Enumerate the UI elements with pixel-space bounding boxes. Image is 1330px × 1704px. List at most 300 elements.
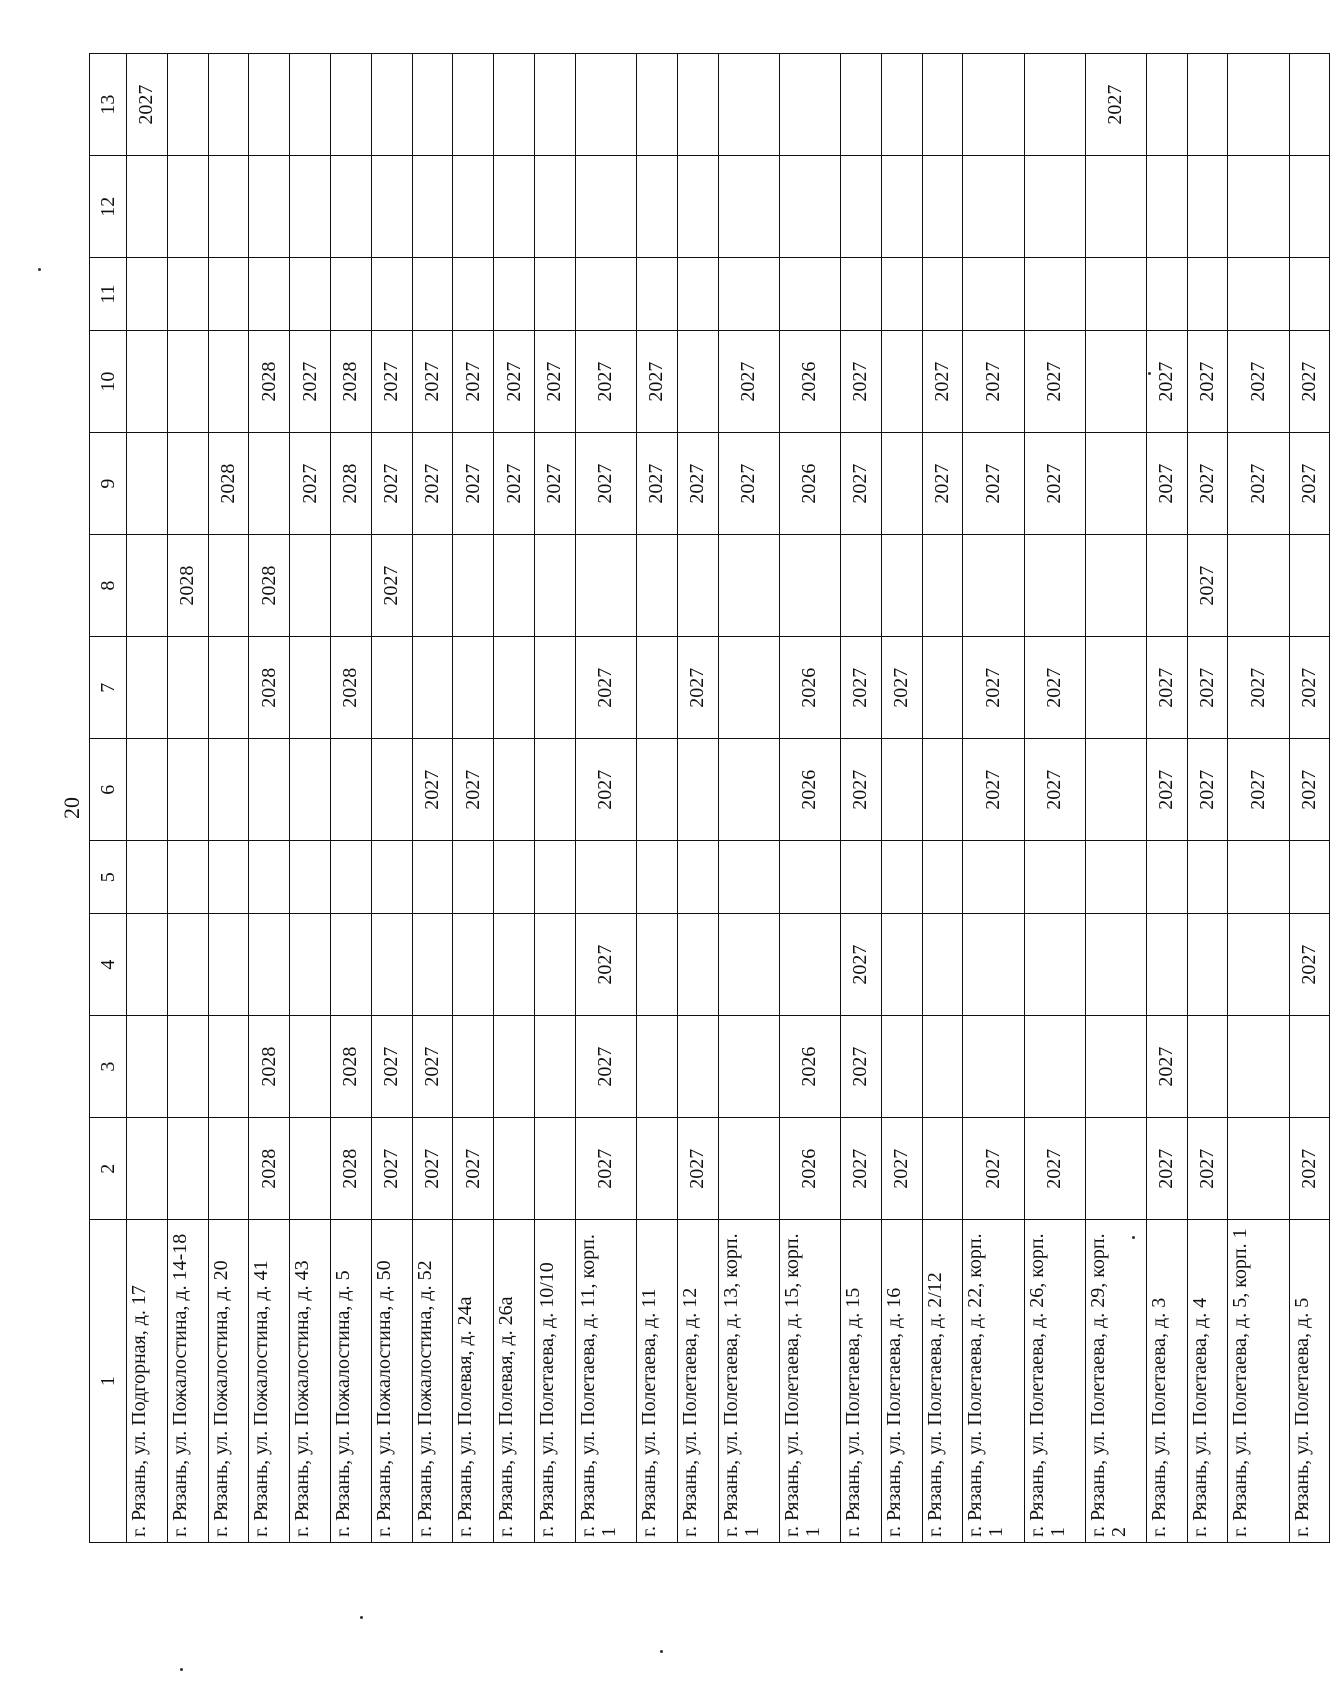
year-cell [922, 637, 963, 739]
year-cell [677, 1016, 718, 1118]
year-cell [1228, 156, 1289, 258]
year-cell [290, 156, 331, 258]
year-cell: 2028 [249, 1118, 290, 1220]
year-cell [249, 258, 290, 331]
year-cell [453, 1016, 494, 1118]
year-cell [779, 841, 840, 914]
year-cell [412, 535, 453, 637]
scan-speck [1148, 372, 1151, 375]
table-row [1228, 54, 1289, 1543]
column-header: 5 [90, 841, 127, 914]
year-cell [881, 914, 922, 1016]
year-cell [127, 258, 168, 331]
year-cell [1289, 156, 1330, 258]
year-cell [922, 535, 963, 637]
year-cell [840, 54, 881, 156]
year-cell: 2027 [494, 331, 535, 433]
year-cell [1085, 433, 1146, 535]
year-cell [453, 637, 494, 739]
year-cell [677, 258, 718, 331]
year-cell [1289, 1016, 1330, 1118]
year-cell [208, 54, 249, 156]
year-cell [718, 54, 779, 156]
year-cell: 2027 [1146, 637, 1187, 739]
year-cell [575, 54, 636, 156]
year-cell [249, 739, 290, 841]
address-cell: г. Рязань, ул. Полетаева, д. 13, корп. 1 [718, 1220, 779, 1543]
year-cell [208, 1016, 249, 1118]
year-cell [677, 535, 718, 637]
year-cell [922, 914, 963, 1016]
year-cell [963, 258, 1024, 331]
rotated-table-wrapper [89, 53, 1321, 1543]
year-cell [453, 258, 494, 331]
year-cell: 2027 [1228, 331, 1289, 433]
year-cell [330, 156, 371, 258]
year-cell [636, 637, 677, 739]
year-cell: 2027 [412, 331, 453, 433]
table-row [779, 54, 840, 1543]
year-cell [371, 914, 412, 1016]
year-cell [534, 258, 575, 331]
year-cell [1187, 841, 1228, 914]
year-cell [1146, 535, 1187, 637]
year-cell [1024, 156, 1085, 258]
year-cell [290, 1118, 331, 1220]
address-cell: г. Рязань, ул. Полетаева, д. 16 [881, 1220, 922, 1543]
year-cell: 2027 [412, 433, 453, 535]
year-cell [636, 258, 677, 331]
year-cell: 2027 [840, 1118, 881, 1220]
year-cell [1085, 1016, 1146, 1118]
year-cell: 2027 [1146, 1118, 1187, 1220]
column-header: 10 [90, 331, 127, 433]
address-cell: г. Рязань, ул. Полевая, д. 26а [494, 1220, 535, 1543]
year-cell [208, 331, 249, 433]
year-cell [290, 258, 331, 331]
year-cell [371, 258, 412, 331]
column-header: 4 [90, 914, 127, 1016]
year-cell: 2026 [779, 637, 840, 739]
year-cell [1146, 54, 1187, 156]
year-cell: 2027 [1289, 433, 1330, 535]
year-cell: 2026 [779, 1016, 840, 1118]
table-row [249, 54, 290, 1543]
year-cell [677, 331, 718, 433]
year-cell [534, 1016, 575, 1118]
table-body [127, 54, 1330, 1543]
year-cell: 2027 [371, 331, 412, 433]
year-cell [1228, 1118, 1289, 1220]
year-cell: 2027 [677, 1118, 718, 1220]
year-cell [208, 535, 249, 637]
table-row [127, 54, 168, 1543]
address-cell: г. Рязань, ул. Полетаева, д. 11 [636, 1220, 677, 1543]
table-row [840, 54, 881, 1543]
year-cell [208, 637, 249, 739]
year-cell [208, 739, 249, 841]
year-cell: 2027 [840, 331, 881, 433]
year-cell [534, 739, 575, 841]
year-cell [1228, 535, 1289, 637]
year-cell [677, 156, 718, 258]
year-cell [290, 841, 331, 914]
year-cell [881, 54, 922, 156]
table-row [718, 54, 779, 1543]
year-cell [167, 54, 208, 156]
year-cell: 2027 [1024, 433, 1085, 535]
year-cell [534, 156, 575, 258]
year-cell [208, 1118, 249, 1220]
table-row [453, 54, 494, 1543]
year-cell [1085, 914, 1146, 1016]
scan-speck [360, 1616, 363, 1619]
year-cell: 2027 [1187, 739, 1228, 841]
year-cell [677, 739, 718, 841]
year-cell [494, 258, 535, 331]
year-cell [1146, 914, 1187, 1016]
address-cell: г. Рязань, ул. Полетаева, д. 15 [840, 1220, 881, 1543]
address-cell: г. Рязань, ул. Пожалостина, д. 14-18 [167, 1220, 208, 1543]
page-number: 20 [59, 797, 84, 819]
year-cell: 2027 [575, 331, 636, 433]
year-cell [922, 1016, 963, 1118]
year-cell [779, 914, 840, 1016]
year-cell [636, 1016, 677, 1118]
year-cell [453, 54, 494, 156]
scan-speck [180, 1668, 183, 1671]
year-cell [922, 54, 963, 156]
table-row [208, 54, 249, 1543]
year-cell: 2028 [249, 331, 290, 433]
year-cell [881, 739, 922, 841]
year-cell [1024, 841, 1085, 914]
year-cell [779, 258, 840, 331]
year-cell [412, 914, 453, 1016]
year-cell: 2027 [1289, 637, 1330, 739]
year-cell: 2027 [1228, 433, 1289, 535]
year-cell [453, 841, 494, 914]
year-cell: 2027 [840, 739, 881, 841]
address-cell: г. Рязань, ул. Пожалостина, д. 43 [290, 1220, 331, 1543]
year-cell [127, 535, 168, 637]
address-cell: г. Рязань, ул. Полетаева, д. 10/10 [534, 1220, 575, 1543]
year-cell: 2027 [718, 331, 779, 433]
year-cell [881, 535, 922, 637]
year-cell [167, 258, 208, 331]
year-cell: 2028 [249, 535, 290, 637]
scan-speck [1132, 1236, 1135, 1239]
year-cell [167, 637, 208, 739]
year-cell [1085, 156, 1146, 258]
year-cell [1228, 54, 1289, 156]
year-cell: 2027 [575, 1118, 636, 1220]
address-cell: г. Рязань, ул. Полетаева, д. 3 [1146, 1220, 1187, 1543]
year-cell: 2028 [330, 433, 371, 535]
address-cell: г. Рязань, ул. Полетаева, д. 12 [677, 1220, 718, 1543]
address-cell: г. Рязань, ул. Полетаева, д. 15, корп. 1 [779, 1220, 840, 1543]
year-cell: 2027 [453, 1118, 494, 1220]
year-cell: 2028 [330, 1016, 371, 1118]
year-cell: 2027 [1187, 637, 1228, 739]
year-cell: 2027 [575, 739, 636, 841]
year-cell [881, 156, 922, 258]
year-cell: 2027 [453, 433, 494, 535]
address-cell: г. Рязань, ул. Пожалостина, д. 50 [371, 1220, 412, 1543]
table-row [881, 54, 922, 1543]
table-row [677, 54, 718, 1543]
year-cell: 2027 [453, 331, 494, 433]
year-cell [636, 156, 677, 258]
year-cell: 2028 [249, 1016, 290, 1118]
year-cell: 2027 [412, 739, 453, 841]
year-cell [636, 535, 677, 637]
year-cell [963, 841, 1024, 914]
year-cell [1024, 54, 1085, 156]
year-cell [534, 637, 575, 739]
year-cell [1187, 914, 1228, 1016]
year-cell: 2027 [1187, 331, 1228, 433]
year-cell [963, 535, 1024, 637]
year-cell [208, 258, 249, 331]
year-cell [1024, 535, 1085, 637]
year-cell [494, 739, 535, 841]
year-cell [330, 841, 371, 914]
year-cell: 2027 [1146, 433, 1187, 535]
year-cell: 2027 [412, 1118, 453, 1220]
year-cell [922, 156, 963, 258]
year-cell [208, 156, 249, 258]
year-cell [1085, 841, 1146, 914]
table-row [575, 54, 636, 1543]
year-cell [371, 739, 412, 841]
year-cell [249, 156, 290, 258]
year-cell [249, 54, 290, 156]
column-header: 12 [90, 156, 127, 258]
year-cell [779, 156, 840, 258]
table-row [922, 54, 963, 1543]
year-cell: 2027 [922, 433, 963, 535]
year-cell [881, 433, 922, 535]
address-cell: г. Рязань, ул. Полетаева, д. 22, корп. 1 [963, 1220, 1024, 1543]
year-cell [249, 433, 290, 535]
year-cell: 2027 [1187, 1118, 1228, 1220]
year-cell [330, 914, 371, 1016]
year-cell: 2027 [840, 433, 881, 535]
year-cell [881, 841, 922, 914]
year-cell [371, 54, 412, 156]
year-cell [412, 258, 453, 331]
year-cell: 2027 [1024, 1118, 1085, 1220]
column-header: 6 [90, 739, 127, 841]
year-cell: 2027 [1289, 1118, 1330, 1220]
year-cell [636, 1118, 677, 1220]
year-cell [290, 637, 331, 739]
year-cell: 2027 [1289, 331, 1330, 433]
year-cell: 2027 [840, 914, 881, 1016]
year-cell [1085, 1118, 1146, 1220]
year-cell [1228, 914, 1289, 1016]
year-cell [718, 841, 779, 914]
year-cell [963, 914, 1024, 1016]
year-cell: 2027 [1146, 739, 1187, 841]
table-row [1187, 54, 1228, 1543]
year-cell [453, 535, 494, 637]
table-row [963, 54, 1024, 1543]
address-cell: г. Рязань, ул. Пожалостина, д. 5 [330, 1220, 371, 1543]
year-cell: 2027 [963, 637, 1024, 739]
year-cell [963, 1016, 1024, 1118]
year-cell [330, 54, 371, 156]
year-cell [330, 535, 371, 637]
year-cell [290, 739, 331, 841]
year-cell [718, 156, 779, 258]
table-row [371, 54, 412, 1543]
year-cell [330, 739, 371, 841]
year-cell: 2027 [677, 637, 718, 739]
year-cell [127, 914, 168, 1016]
year-cell [290, 54, 331, 156]
year-cell [1187, 156, 1228, 258]
year-cell: 2027 [290, 433, 331, 535]
year-cell [1146, 841, 1187, 914]
year-cell [167, 156, 208, 258]
year-cell [534, 54, 575, 156]
column-header: 9 [90, 433, 127, 535]
year-cell: 2027 [922, 331, 963, 433]
year-cell: 2027 [1187, 535, 1228, 637]
year-cell: 2027 [534, 331, 575, 433]
table-row [1289, 54, 1330, 1543]
year-cell [494, 535, 535, 637]
year-cell [1146, 156, 1187, 258]
year-cell: 2026 [779, 331, 840, 433]
year-cell [1187, 54, 1228, 156]
year-cell [718, 1016, 779, 1118]
year-cell [1289, 258, 1330, 331]
year-cell: 2027 [575, 637, 636, 739]
year-cell [718, 914, 779, 1016]
year-cell: 2027 [963, 433, 1024, 535]
year-cell [677, 54, 718, 156]
year-cell: 2027 [575, 914, 636, 1016]
year-cell: 2028 [330, 1118, 371, 1220]
table-row [494, 54, 535, 1543]
year-cell: 2027 [371, 433, 412, 535]
year-cell [167, 1118, 208, 1220]
address-cell: г. Рязань, ул. Полетаева, д. 5, корп. 1 [1228, 1220, 1289, 1543]
year-cell [1024, 914, 1085, 1016]
year-cell: 2027 [127, 54, 168, 156]
column-header: 2 [90, 1118, 127, 1220]
year-cell: 2027 [1289, 739, 1330, 841]
year-cell [167, 914, 208, 1016]
year-cell [963, 54, 1024, 156]
year-cell [127, 841, 168, 914]
year-cell [677, 841, 718, 914]
year-cell: 2028 [167, 535, 208, 637]
year-cell [249, 841, 290, 914]
year-cell: 2027 [575, 1016, 636, 1118]
address-cell: г. Рязань, ул. Подгорная, д. 17 [127, 1220, 168, 1543]
year-cell: 2027 [677, 433, 718, 535]
year-cell: 2027 [575, 433, 636, 535]
year-cell [534, 535, 575, 637]
year-cell [208, 841, 249, 914]
year-cell [1085, 535, 1146, 637]
year-cell [534, 841, 575, 914]
year-cell [575, 156, 636, 258]
year-cell [922, 739, 963, 841]
year-cell: 2027 [453, 739, 494, 841]
address-cell: г. Рязань, ул. Полетаева, д. 4 [1187, 1220, 1228, 1543]
year-cell: 2027 [881, 637, 922, 739]
year-cell [412, 637, 453, 739]
column-header: 3 [90, 1016, 127, 1118]
year-cell [167, 841, 208, 914]
table-row [1146, 54, 1187, 1543]
address-cell: г. Рязань, ул. Полетаева, д. 5 [1289, 1220, 1330, 1543]
year-cell [677, 914, 718, 1016]
year-cell: 2028 [249, 637, 290, 739]
year-cell [494, 1016, 535, 1118]
address-cell: г. Рязань, ул. Полетаева, д. 2/12 [922, 1220, 963, 1543]
year-cell [494, 156, 535, 258]
table-row [330, 54, 371, 1543]
year-cell [494, 841, 535, 914]
year-cell [779, 54, 840, 156]
year-cell: 2027 [1085, 54, 1146, 156]
year-cell [1228, 841, 1289, 914]
year-cell [922, 841, 963, 914]
year-cell [127, 156, 168, 258]
year-cell [636, 841, 677, 914]
year-cell [494, 54, 535, 156]
year-cell [412, 156, 453, 258]
year-cell [636, 54, 677, 156]
column-header: 1 [90, 1220, 127, 1543]
year-cell [1024, 1016, 1085, 1118]
address-cell: г. Рязань, ул. Пожалостина, д. 20 [208, 1220, 249, 1543]
year-cell [412, 841, 453, 914]
year-cell [494, 914, 535, 1016]
schedule-table [89, 53, 1330, 1543]
year-cell [371, 637, 412, 739]
address-cell: г. Рязань, ул. Полетаева, д. 29, корп. 2 [1085, 1220, 1146, 1543]
year-cell [575, 535, 636, 637]
year-cell [840, 535, 881, 637]
year-cell: 2027 [636, 331, 677, 433]
year-cell [718, 1118, 779, 1220]
year-cell [330, 258, 371, 331]
table-row [1085, 54, 1146, 1543]
year-cell [575, 841, 636, 914]
year-cell [167, 1016, 208, 1118]
address-cell: г. Рязань, ул. Полетаева, д. 11, корп. 1 [575, 1220, 636, 1543]
table-row [1024, 54, 1085, 1543]
year-cell: 2027 [1146, 1016, 1187, 1118]
year-cell [575, 258, 636, 331]
year-cell [1085, 258, 1146, 331]
year-cell [718, 258, 779, 331]
year-cell: 2028 [330, 331, 371, 433]
column-header: 11 [90, 258, 127, 331]
year-cell [127, 637, 168, 739]
year-cell [1085, 331, 1146, 433]
year-cell [127, 433, 168, 535]
column-header: 8 [90, 535, 127, 637]
year-cell [636, 739, 677, 841]
